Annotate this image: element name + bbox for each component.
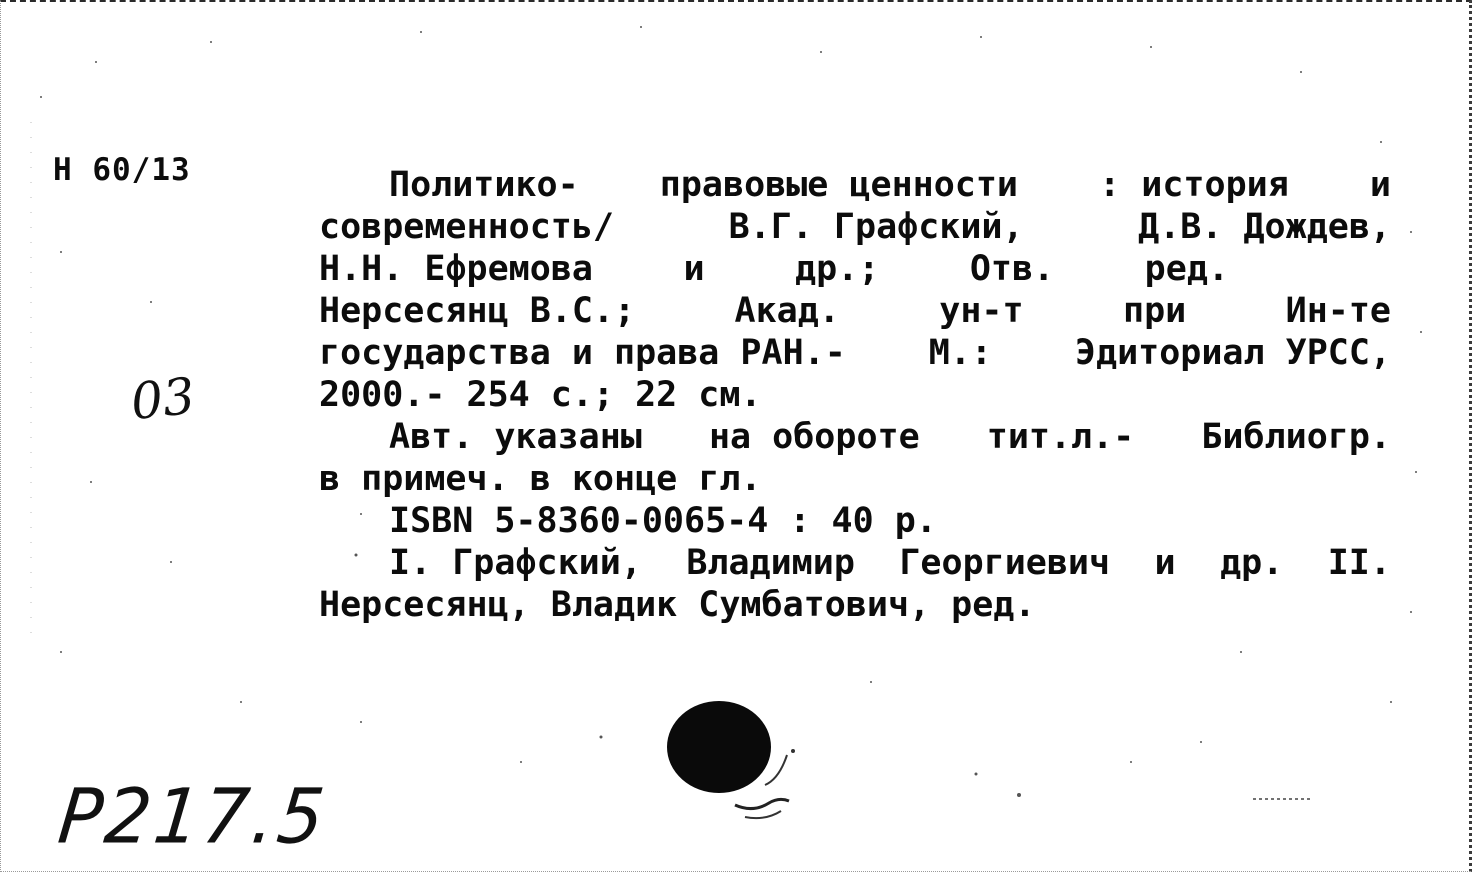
record-word: ун-т (939, 291, 1024, 331)
record-word: II. (1327, 543, 1391, 583)
record-word: : история (1099, 165, 1289, 205)
record-line-9 (319, 500, 1391, 542)
record-word: Авт. указаны (389, 417, 642, 457)
handwritten-code: 03 (128, 366, 198, 432)
handwritten-shelfmark-text: P217.5 (54, 771, 332, 861)
record-word: Эдиториал УРСС, (1074, 333, 1391, 373)
record-word: др. (1220, 543, 1284, 583)
record-line-2 (319, 206, 1391, 248)
record-word: Ин-те (1285, 291, 1391, 331)
record-word: В.Г. Графский, (728, 207, 1024, 247)
record-word: Владимир (686, 543, 855, 583)
punch-hole-icon (665, 699, 815, 829)
record-word: правовые ценности (659, 165, 1019, 205)
record-word: и (683, 249, 705, 289)
record-word: современность/ (319, 207, 615, 247)
record-word: ред. (1144, 249, 1229, 289)
record-word: др.; (795, 249, 880, 289)
record-word: тит.л.- (986, 417, 1135, 457)
record-line-4 (319, 290, 1391, 332)
record-word: при (1123, 291, 1187, 331)
record-word: в примеч. в конце гл. (319, 459, 762, 499)
record-word: Акад. (734, 291, 840, 331)
record-line-10 (319, 542, 1391, 584)
record-line-5 (319, 332, 1391, 374)
record-line-7 (319, 416, 1391, 458)
record-word: на обороте (708, 417, 920, 457)
record-line-11 (319, 584, 1391, 626)
isbn-price: ISBN 5-8360-0065-4 : 40 р. (389, 501, 937, 541)
record-word: и (1369, 165, 1391, 205)
record-word: Нерсесянц, Владик Сумбатович, ред. (319, 585, 1036, 625)
record-line-3 (319, 248, 1229, 290)
record-word: Отв. (969, 249, 1055, 289)
record-word: Политико- (389, 165, 579, 205)
record-word: I. Графский, (389, 543, 642, 583)
record-word: Д.В. Дождев, (1138, 207, 1391, 247)
record-word: и (1154, 543, 1176, 583)
record-word: Библиогр. (1201, 417, 1391, 457)
record-line-8 (319, 458, 1391, 500)
handwritten-shelfmark (54, 772, 331, 860)
record-word: М.: (928, 333, 992, 373)
bibliographic-record (319, 164, 1391, 626)
record-line-1 (319, 164, 1391, 206)
record-word: Нерсесянц В.С.; (319, 291, 636, 331)
record-word: 2000.- 254 с.; 22 см. (319, 375, 762, 415)
record-word: Н.Н. Ефремова (319, 249, 593, 289)
record-word: Георгиевич (899, 543, 1111, 583)
call-number: Н 60/13 (53, 152, 191, 188)
record-line-6 (319, 374, 1391, 416)
record-word: государства и права РАН.- (319, 333, 846, 373)
